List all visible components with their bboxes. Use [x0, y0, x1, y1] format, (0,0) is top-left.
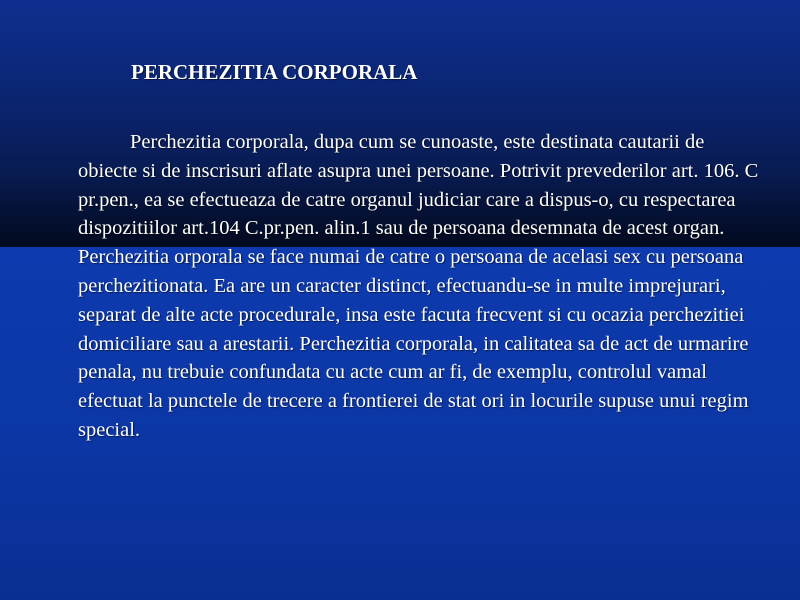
slide-body-text: Perchezitia corporala, dupa cum se cunoaste, este destinata cautarii de obiecte si de inscrisuri aflate asupra unei persoane. Potrivit prevederilor art. 106. C pr.pen., ea se efectueaza de catre organul judiciar care a dispus-o, cu respectarea dispozitiilor art.104 C.pr.pen. alin.1 sau de persoana desemnata de acest organ. Perchezitia orporala se face numai de catre o persoana de acelasi sex cu persoana perchezitionata. Ea are un caracter distinct, efectuandu-se in multe imprejurari, separat de alte acte procedurale, insa este facuta frecvent si cu ocazia perchezitiei domiciliare sau a arestarii. Perchezitia corporala, in calitatea sa de act de urmarire penala, nu trebuie confundata cu acte cum ar fi, de exemplu, controlul vamal efectuat la punctele de trecere a frontierei de stat ori in locurile supuse unui regim special.: [78, 131, 759, 441]
slide-title: PERCHEZITIA CORPORALA: [131, 60, 418, 84]
